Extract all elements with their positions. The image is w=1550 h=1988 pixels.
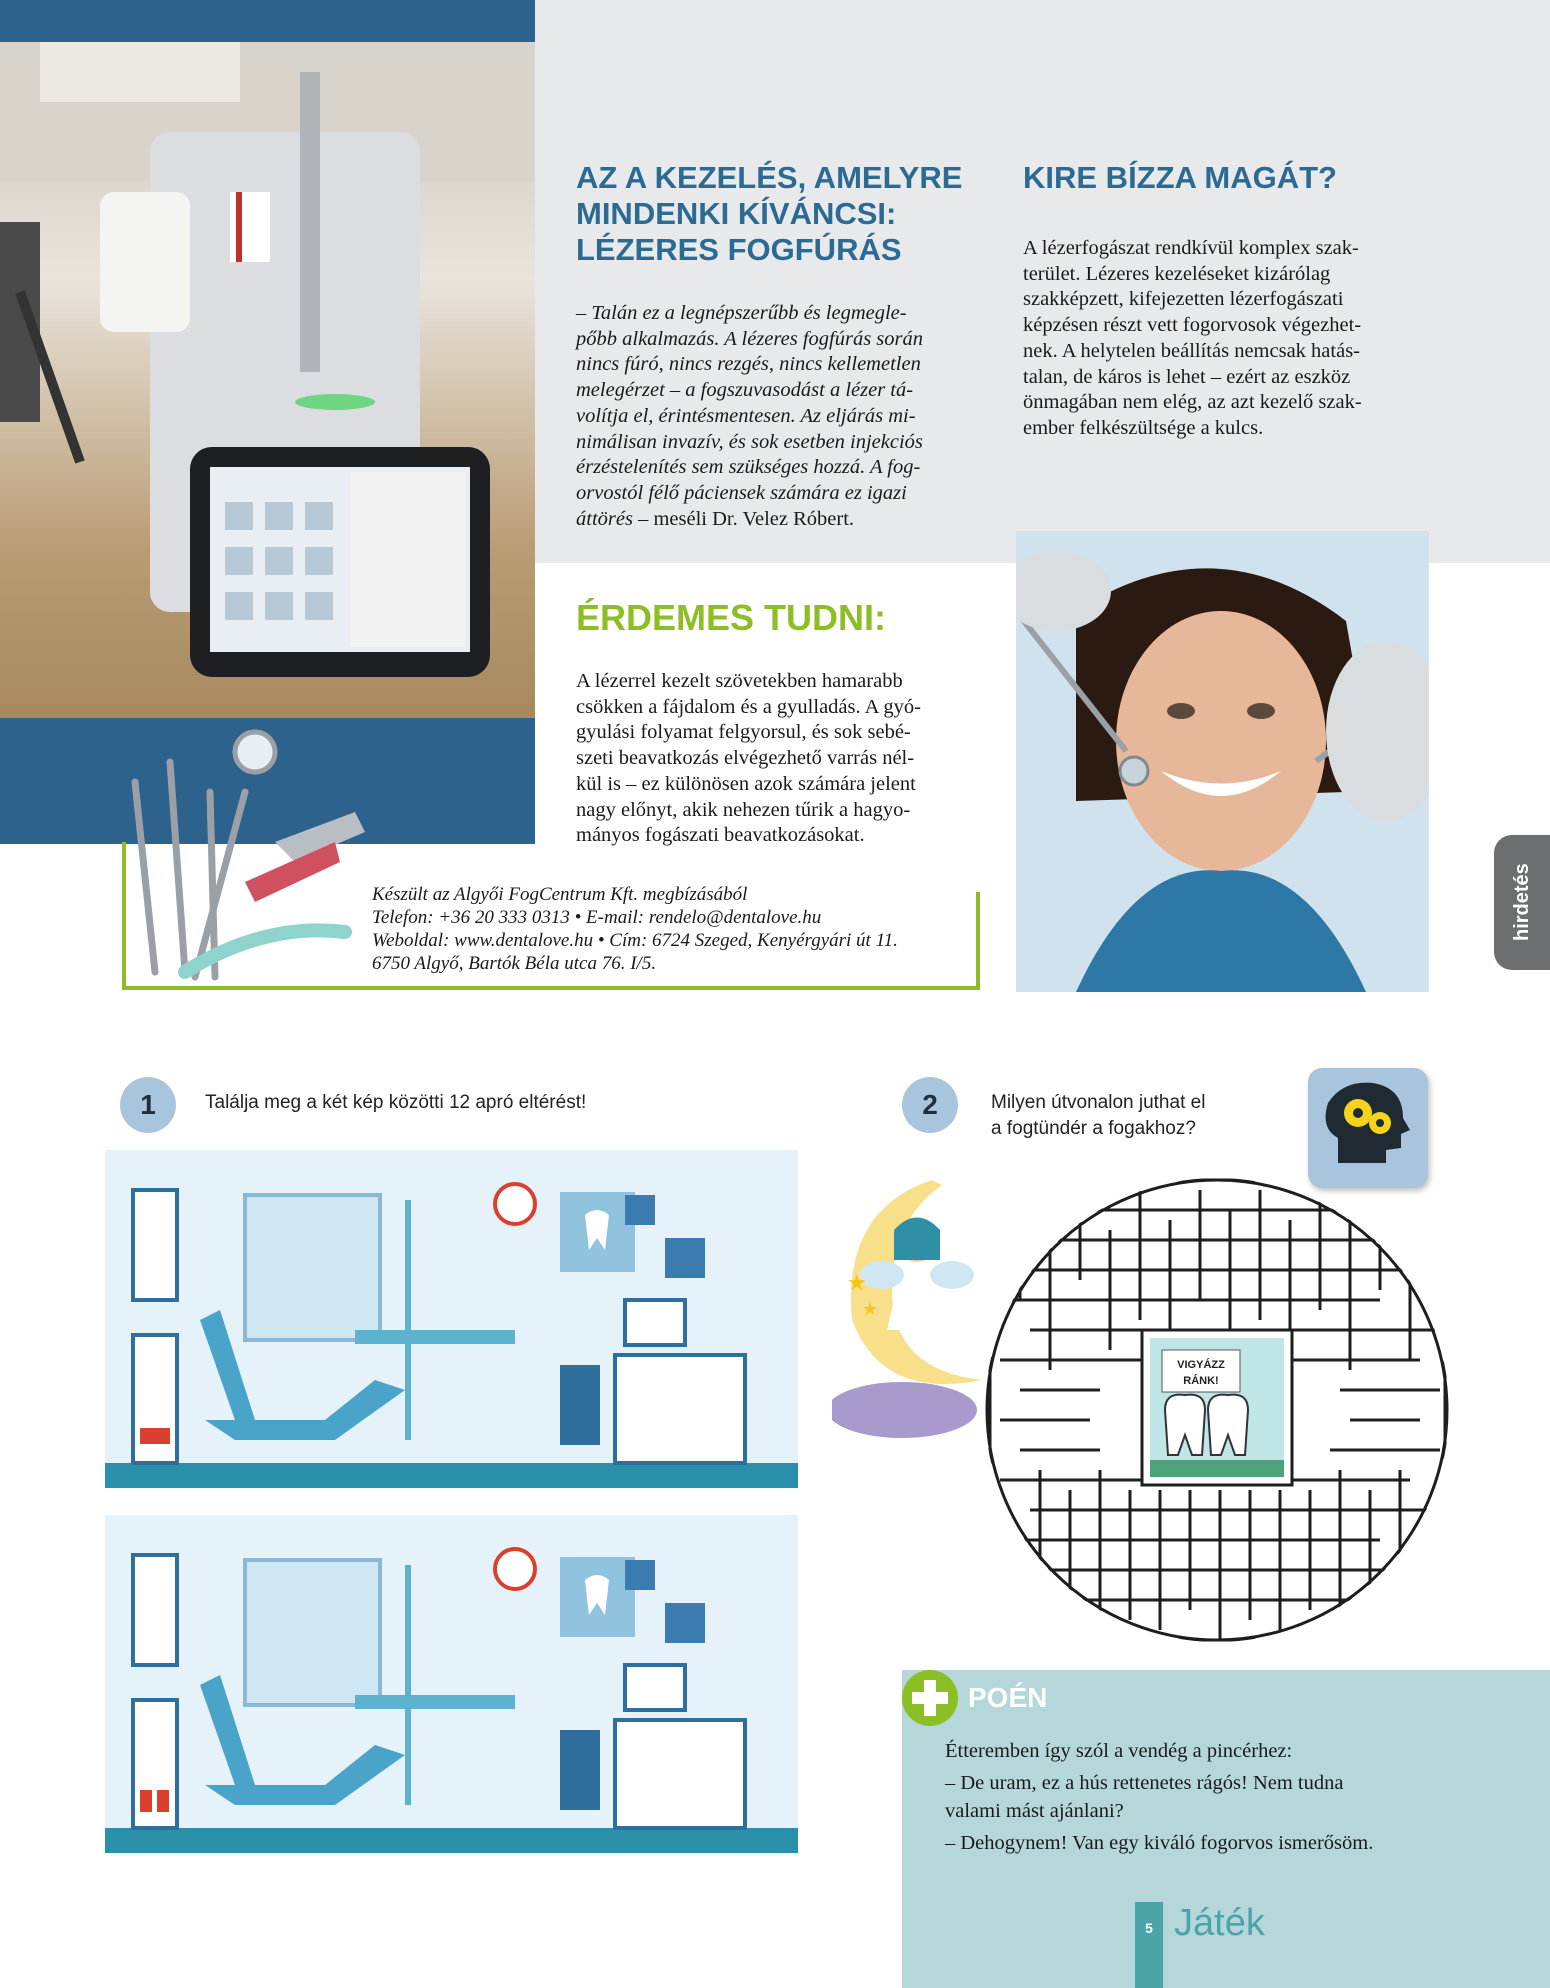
worth-knowing-paragraph [576,669,974,849]
text-line: A lézerrel kezelt szövetekben hamarabb [576,670,903,692]
maze[interactable] [980,1170,1455,1650]
plus-icon [902,1670,958,1726]
svg-text:★: ★ [862,1299,879,1320]
blue-header-strip [0,0,535,42]
text-line: képzésen részt vett fogorvosok végezhet- [1023,314,1362,337]
attribution: – meséli Dr. Velez Róbert. [632,507,855,530]
laser-drilling-heading [576,160,996,268]
website-address: Weboldal: www.dentalove.hu • Cím: 6724 Szeged, Kenyérgyári út 11. [372,930,898,951]
joke-line: – Dehogynem! Van egy kiváló fogorvos ismerősöm. [945,1832,1374,1854]
advertisement-tab [1494,835,1550,970]
text-line: szeti beavatkozás elvégezhető varrás nél- [576,747,915,770]
text-line: kül is – ez különösen azok számára jelent [576,772,916,795]
prompt-line: Milyen útvonalon juthat el [991,1092,1206,1113]
spot-difference-image-2 [105,1515,798,1853]
text-line: – Talán ez a legnépszerűbb és legmegle- [576,302,907,324]
trust-paragraph [1023,236,1421,442]
maze-sign-line-1: VIGYÁZZ [1177,1359,1225,1371]
text-line: nagy előnyt, akik nehezen tűrik a hagyo- [576,798,911,821]
maze-sign-line-2: RÁNK! [1183,1375,1219,1387]
trust-heading: KIRE BÍZZA MAGÁT? [1023,160,1337,195]
text-line: csökken a fájdalom és a gyulladás. A gyó- [576,695,921,718]
text-line: ember felkészültsége a kulcs. [1023,416,1264,439]
joke-title: POÉN [968,1682,1048,1713]
prompt-line: a fogtündér a fogakhoz? [991,1118,1196,1139]
heading-line: LÉZERES FOGFÚRÁS [576,232,902,267]
text-line: gyulási folyamat felgyorsul, és sok sebé- [576,721,911,744]
heading-line: MINDENKI KÍVÁNCSI: [576,196,897,231]
spot-difference-image-1 [105,1150,798,1488]
text-line: szakképzett, kifejezetten lézerfogászati [1023,288,1344,311]
game1-number-badge: 1 [120,1077,176,1133]
worth-knowing-heading: ÉRDEMES TUDNI: [576,597,887,638]
laser-device-photo [0,42,535,718]
smiling-patient-photo [1016,531,1429,992]
text-line: talan, de káros is lehet – ezért az eszköz [1023,365,1351,388]
laser-quote-paragraph [576,301,974,532]
svg-text:★: ★ [847,1271,867,1296]
phone-email: Telefon: +36 20 333 0313 • E-mail: rendelo@dentalove.hu [372,907,822,928]
second-address: 6750 Algyő, Bartók Béla utca 76. I/5. [372,953,657,974]
italic-word: áttörés [576,507,633,530]
game2-prompt [991,1090,1261,1142]
section-label: Játék [1174,1902,1265,1944]
heading-line: AZ A KEZELÉS, AMELYRE [576,160,963,195]
text-line: A lézerfogászat rendkívül komplex szak- [1023,237,1359,259]
game1-prompt: Találja meg a két kép közötti 12 apró eltérést! [205,1092,587,1113]
joke-text [945,1737,1445,1857]
commissioned-by: Készült az Algyői FogCentrum Kft. megbízásából [372,884,748,905]
text-line: mányos fogászati beavatkozásokat. [576,824,865,847]
joke-line: valami mást ajánlani? [945,1800,1124,1822]
joke-line: Étteremben így szól a vendég a pincérhez: [945,1740,1293,1762]
advertisement-label: hirdetés [1511,863,1533,942]
text-line: pőbb alkalmazás. A lézeres fogfúrás során [576,327,923,350]
text-line: orvostól félő páciensek számára ez igazi [576,481,907,504]
text-line: terület. Lézeres kezeléseket kizárólag [1023,262,1331,285]
text-line [576,507,974,533]
text-line: melegérzet – a fogszuvasodást a lézer tá- [576,379,914,402]
text-line: volítja el, érintésmentesen. Az eljárás mi- [576,404,916,427]
text-line: nimálisan invazív, és sok esetben injekciós [576,430,923,453]
text-line: nincs fúró, nincs rezgés, nincs kellemetlen [576,353,921,376]
joke-line: – De uram, ez a hús rettenetes rágós! Nem tudna [945,1772,1344,1794]
text-line: nek. A helytelen beállítás nemcsak hatás- [1023,339,1360,362]
page-number: 5 [1145,1920,1153,1936]
tooth-fairy-illustration [832,1170,992,1440]
game2-number-badge: 2 [902,1077,958,1133]
contact-details [372,883,972,975]
page-number-bar [1135,1902,1163,1988]
text-line: érzéstelenítés sem szükséges hozzá. A fog- [576,456,921,479]
text-line: önmagában nem elég, az azt kezelő szak- [1023,391,1362,414]
